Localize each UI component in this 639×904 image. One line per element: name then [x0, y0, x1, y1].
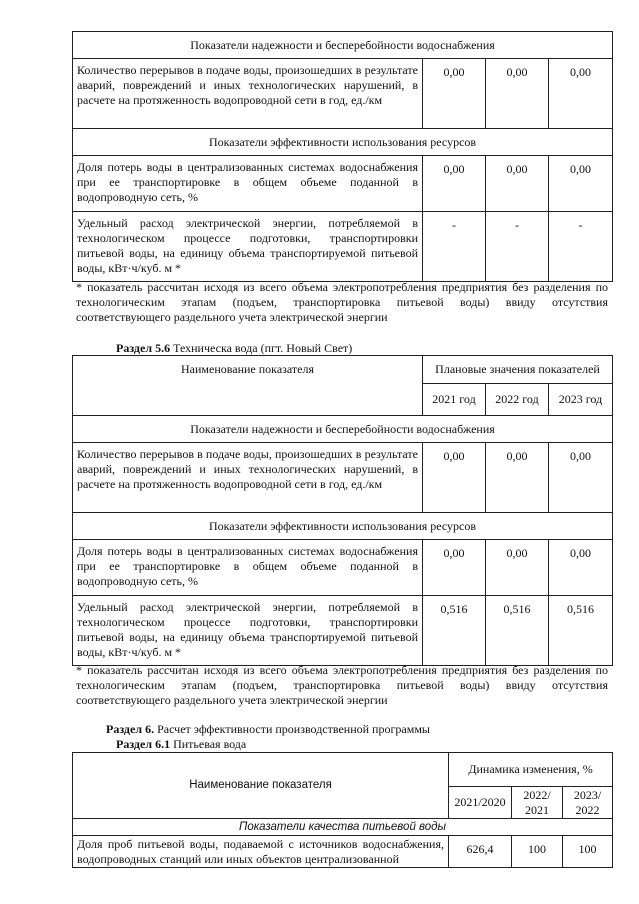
value-cell: 0,516: [423, 596, 486, 666]
section-label: Раздел 5.6: [116, 341, 171, 355]
header-year: 2023 год: [549, 384, 613, 416]
value-cell: -: [549, 212, 613, 282]
table-efficiency-drinking-water: [72, 752, 613, 868]
header-year: 2022 год: [486, 384, 549, 416]
value-cell: 0,00: [423, 156, 486, 212]
section-title: Расчет эффективности производственной программы: [154, 722, 430, 736]
section-label: Раздел 6.1: [116, 737, 171, 751]
section-reliability-header: Показатели надежности и бесперебойности водоснабжения: [73, 32, 613, 59]
value-cell: 100: [563, 836, 613, 868]
table-water-indicators-top: [72, 31, 613, 282]
value-cell: 0,00: [486, 443, 549, 513]
table-row: [73, 129, 613, 156]
header-period: 2023/ 2022: [563, 787, 613, 819]
value-cell: 0,00: [549, 443, 613, 513]
header-indicator-name: Наименование показателя: [73, 753, 449, 819]
value-cell: 626,4: [449, 836, 512, 868]
table-row: [73, 356, 613, 384]
table-row: [73, 540, 613, 596]
value-cell: 0,00: [486, 540, 549, 596]
value-cell: -: [423, 212, 486, 282]
value-cell: 100: [512, 836, 563, 868]
footnote-energy: * показатель рассчитан исходя из всего объема электропотребления предприятия без разделения по технологическим этапам (подъем, транспортировка питьевой воды) ввиду отсутствия соответствующего раздельного учета электрической энергии: [76, 663, 608, 707]
value-cell: 0,00: [486, 59, 549, 129]
indicator-name-losses: Доля потерь воды в централизованных системах водоснабжения при ее транспортировке в общем объеме поданной в водопроводную сеть, %: [73, 540, 423, 596]
section-label: Раздел 6.: [106, 722, 155, 736]
section-efficiency-header: Показатели эффективности использования ресурсов: [73, 513, 613, 540]
value-cell: 0,516: [486, 596, 549, 666]
indicator-name-samples: Доля проб питьевой воды, подаваемой с источников водоснабжения, водопроводных станций или иных объектов централизованной: [73, 836, 449, 868]
header-year: 2021 год: [423, 384, 486, 416]
value-cell: 0,00: [549, 540, 613, 596]
value-cell: 0,00: [423, 59, 486, 129]
table-row: [73, 753, 613, 787]
section-efficiency-header: Показатели эффективности использования ресурсов: [73, 129, 613, 156]
section-6-1-heading: [116, 737, 246, 752]
table-row: [73, 59, 613, 129]
value-cell: 0,516: [549, 596, 613, 666]
indicator-name-breaks: Количество перерывов в подаче воды, произошедших в результате аварий, повреждений и иных технологических нарушений, в расчете на протяженность водопроводной сети в год, ед./км: [73, 443, 423, 513]
table-row: [73, 32, 613, 59]
header-planned-values: Плановые значения показателей: [423, 356, 613, 384]
table-row: [73, 416, 613, 443]
header-period: 2021/2020: [449, 787, 512, 819]
section-title: Питьевая вода: [170, 737, 247, 751]
value-cell: 0,00: [486, 156, 549, 212]
indicator-name-breaks: Количество перерывов в подаче воды, произошедших в результате аварий, повреждений и иных технологических нарушений, в расчете на протяженность водопроводной сети в год, ед./км: [73, 59, 423, 129]
table-row: [73, 819, 613, 836]
value-cell: 0,00: [549, 59, 613, 129]
table-row: [73, 836, 613, 868]
table-row: [73, 596, 613, 666]
value-cell: 0,00: [423, 540, 486, 596]
footnote-energy: * показатель рассчитан исходя из всего объема электропотребления предприятия без разделения по технологическим этапам (подъем, транспортировка питьевой воды) ввиду отсутствия соответствующего раздельного учета электрической энергии: [76, 280, 608, 324]
section-6-heading: [106, 722, 430, 737]
section-quality-header: Показатели качества питьевой воды: [73, 819, 613, 836]
value-cell: 0,00: [549, 156, 613, 212]
table-row: [73, 513, 613, 540]
indicator-name-losses: Доля потерь воды в централизованных системах водоснабжения при ее транспортировке в общем объеме поданной в водопроводную сеть, %: [73, 156, 423, 212]
table-row: [73, 443, 613, 513]
header-period: 2022/ 2021: [512, 787, 563, 819]
value-cell: -: [486, 212, 549, 282]
indicator-name-energy: Удельный расход электрической энергии, потребляемой в технологическом процессе подготовки, транспортировки питьевой воды, на единицу объема транспортируемой питьевой воды, кВт·ч/куб. м *: [73, 596, 423, 666]
table-technical-water: [72, 355, 613, 666]
section-title: Техническа вода (пгт. Новый Свет): [170, 341, 353, 355]
value-cell: 0,00: [423, 443, 486, 513]
header-indicator-name: Наименование показателя: [73, 356, 423, 416]
table-row: [73, 156, 613, 212]
header-dynamics: Динамика изменения, %: [449, 753, 613, 787]
section-5-6-heading: [116, 341, 352, 356]
indicator-name-energy: Удельный расход электрической энергии, потребляемой в технологическом процессе подготовки, транспортировки питьевой воды, на единицу объема транспортируемой питьевой воды, кВт·ч/куб. м *: [73, 212, 423, 282]
table-row: [73, 212, 613, 282]
section-reliability-header: Показатели надежности и бесперебойности водоснабжения: [73, 416, 613, 443]
